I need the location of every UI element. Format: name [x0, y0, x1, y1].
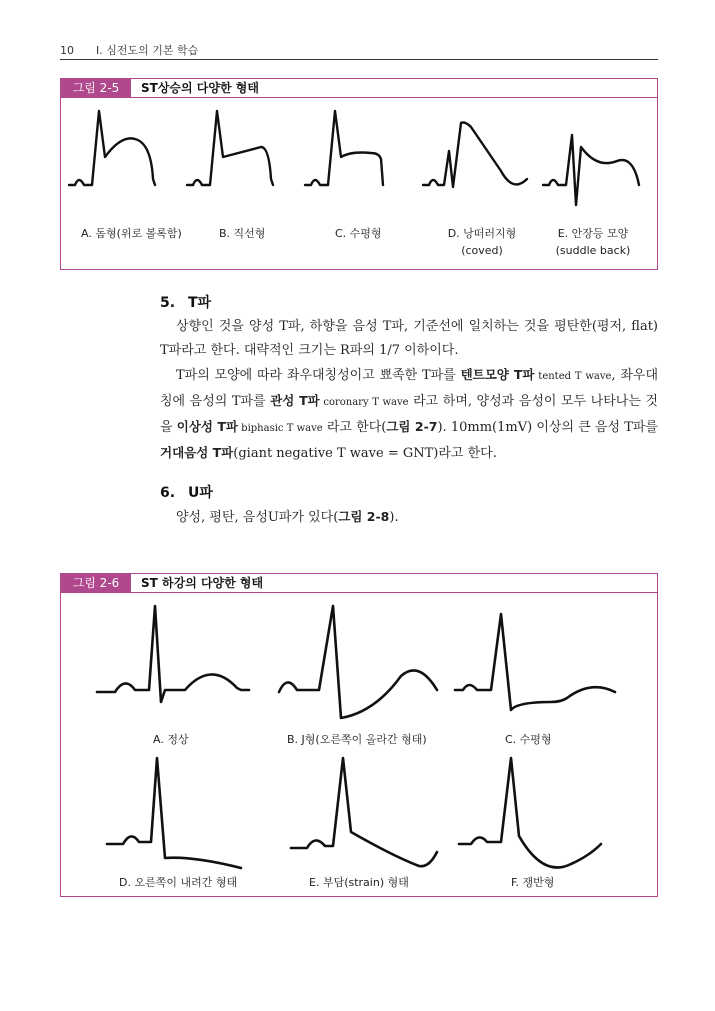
figure-2-5-caption-c: C. 수평형: [335, 227, 382, 240]
figure-2-5-waveforms: [61, 99, 657, 229]
figure-2-6-box: [60, 573, 658, 897]
waveform-tray-type: [459, 758, 601, 868]
waveform-st-dome: [69, 111, 155, 185]
figure-2-6-caption-c: C. 수평형: [505, 733, 552, 746]
waveform-downsloping: [107, 758, 241, 868]
chapter-title: I. 심전도의 기본 학습: [96, 44, 199, 57]
figure-2-5-caption-e: E. 안장등 모양 (suddle back): [551, 225, 635, 257]
figure-2-5-caption-a: A. 돔형(위로 볼록함): [81, 227, 182, 240]
figure-2-6-caption-a: A. 정상: [153, 733, 189, 746]
figure-2-6-caption-b: B. J형(오른쪽이 올라간 형태): [287, 733, 427, 746]
figure-2-5-caption-b: B. 직선형: [219, 227, 266, 240]
figure-2-5-title: ST상승의 다양한 형태: [141, 81, 259, 95]
figure-2-6-caption-d: D. 오른쪽이 내려간 형태: [119, 876, 238, 889]
figure-2-6-header: [61, 574, 657, 593]
figure-2-6-caption-f: F. 쟁반형: [511, 876, 555, 889]
section-5-paragraph-1: 상향인 것을 양성 T파, 하향을 음성 T파, 기준선에 일치하는 것을 평탄한(평저, flat) T파라고 한다. 대략적인 크기는 R파의 1/7 이하이다.: [160, 319, 658, 358]
figure-2-5-caption-e-sub: (suddle back): [555, 244, 631, 257]
figure-2-5-box: [60, 78, 658, 270]
header-rule: [60, 59, 658, 60]
figure-2-5-header: [61, 79, 657, 98]
waveform-horizontal-depression: [455, 614, 615, 710]
figure-2-5-caption-d-sub: (coved): [461, 244, 503, 257]
section-6-title: 6. U파: [160, 485, 213, 501]
waveform-normal: [97, 606, 249, 702]
waveform-strain: [291, 758, 437, 866]
figure-2-6-title: ST 하강의 다양한 형태: [141, 576, 264, 590]
figure-2-6-tag: 그림 2-6: [61, 574, 131, 592]
section-5-paragraph-2: T파의 모양에 따라 좌우대칭성이고 뾰족한 T파를 텐트모양 T파 tented T wave, 좌우대칭에 음성의 T파를 관성 T파 coronary T wave 라고 하며, 양성과 음성이 모두 나타나는 것을 이상성 T파 biphasic T wave 라고 한다(그림 2-7). 10mm(1mV) 이상의 큰 음성 T파를 거대음성 T파(giant negative T wave = GNT)라고 한다.: [160, 367, 658, 461]
figure-2-6-caption-e: E. 부담(strain) 형태: [309, 876, 409, 889]
section-6-body: [160, 505, 658, 530]
waveform-st-coved: [423, 123, 527, 188]
figure-2-5-caption-d: D. 낭떠러지형 (coved): [439, 225, 525, 257]
section-5-body: [160, 315, 658, 466]
section-6-paragraph-1: 양성, 평탄, 음성U파가 있다(그림 2-8).: [176, 509, 399, 525]
waveform-st-horizontal: [305, 111, 383, 185]
waveform-st-saddle-back: [543, 135, 639, 205]
waveform-j-type: [279, 606, 437, 718]
figure-2-5-tag: 그림 2-5: [61, 79, 131, 97]
section-5-title: 5. T파: [160, 295, 212, 311]
waveform-st-straight: [187, 111, 273, 185]
running-header: [60, 42, 198, 58]
page-number: 10: [60, 44, 74, 57]
